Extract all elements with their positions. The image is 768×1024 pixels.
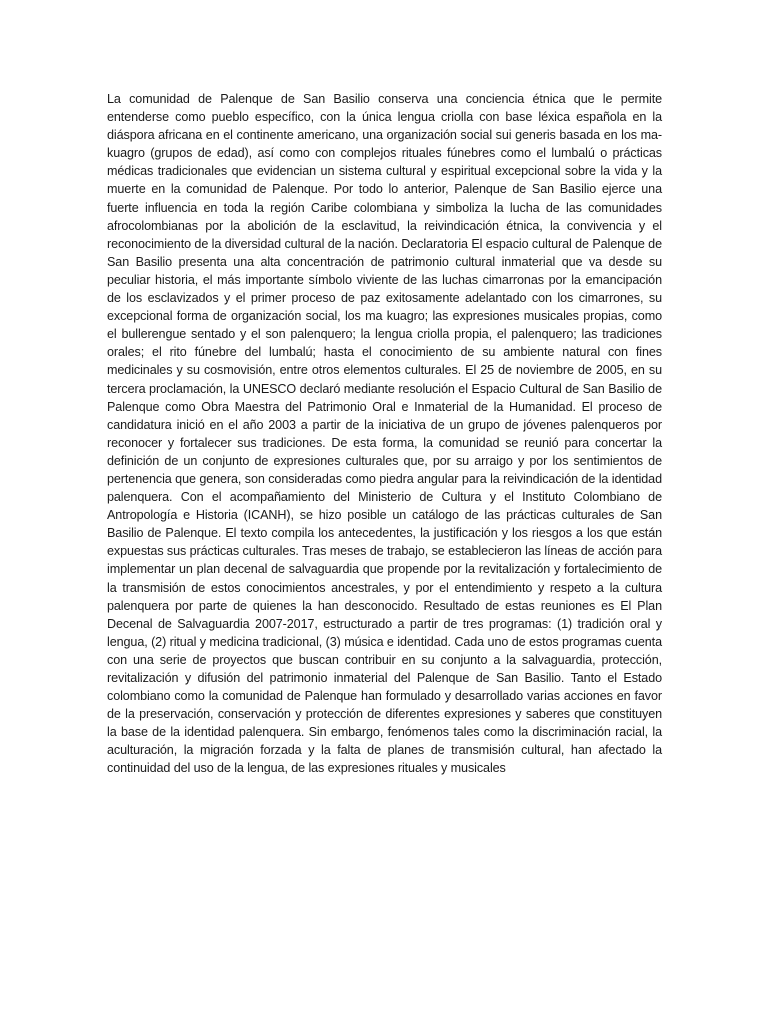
body-paragraph: La comunidad de Palenque de San Basilio conserva una conciencia étnica que le permite entenderse como pueblo específico, con la única lengua criolla con base léxica española en la diáspora africana en el continente americano, una organización social sui generis basada en los ma-kuagro (grupos de edad), así como con complejos rituales fúnebres como el lumbalú o prácticas médicas tradicionales que evidencian un sistema cultural y espiritual excepcional sobre la vida y la muerte en la comunidad de Palenque. Por todo lo anterior, Palenque de San Basilio ejerce una fuerte influencia en toda la región Caribe colombiana y simboliza la lucha de las comunidades afrocolombianas por la abolición de la esclavitud, la reivindicación étnica, la convivencia y el reconocimiento de la diversidad cultural de la nación. Declaratoria El espacio cultural de Palenque de San Basilio presenta una alta concentración de patrimonio cultural inmaterial que va desde su peculiar historia, el más importante símbolo viviente de las luchas cimarronas por la emancipación de los esclavizados y el primer proceso de paz exitosamente adelantado con los cimarrones, su excepcional forma de organización social, los ma kuagro; las expresiones musicales propias, como el bullerengue sentado y el son palenquero; la lengua criolla propia, el palenquero; las tradiciones orales; el rito fúnebre del lumbalú; hasta el conocimiento de su ambiente natural con fines medicinales y su cosmovisión, entre otros elementos culturales. El 25 de noviembre de 2005, en su tercera proclamación, la UNESCO declaró mediante resolución el Espacio Cultural de San Basilio de Palenque como Obra Maestra del Patrimonio Oral e Inmaterial de la Humanidad. El proceso de candidatura inició en el año 2003 a partir de la iniciativa de un grupo de jóvenes palenqueros por reconocer y fortalecer sus tradiciones. De esta forma, la comunidad se reunió para concertar la definición de un conjunto de expresiones culturales que, por su arraigo y por los sentimientos de pertenencia que genera, son consideradas como piedra angular para la reivindicación de la identidad palenquera. Con el acompañamiento del Ministerio de Cultura y el Instituto Colombiano de Antropología e Historia (ICANH), se hizo posible un catálogo de las prácticas culturales de San Basilio de Palenque. El texto compila los antecedentes, la justificación y los riesgos a los que están expuestas sus prácticas culturales. Tras meses de trabajo, se establecieron las líneas de acción para implementar un plan decenal de salvaguardia que propende por la revitalización y fortalecimiento de la transmisión de estos conocimientos ancestrales, y por el entendimiento y respeto a la cultura palenquera por parte de quienes la han desconocido. Resultado de estas reuniones es El Plan Decenal de Salvaguardia 2007-2017, estructurado a partir de tres programas: (1) tradición oral y lengua, (2) ritual y medicina tradicional, (3) música e identidad. Cada uno de estos programas cuenta con una serie de proyectos que buscan contribuir en su conjunto a la salvaguardia, protección, revitalización y difusión del patrimonio inmaterial del Palenque de San Basilio. Tanto el Estado colombiano como la comunidad de Palenque han formulado y desarrollado varias acciones en favor de la preservación, conservación y protección de diferentes expresiones y saberes que constituyen la base de la identidad palenquera. Sin embargo, fenómenos tales como la discriminación racial, la aculturación, la migración forzada y la falta de planes de transmisión cultural, han afectado la continuidad del uso de la lengua, de las expresiones rituales y musicales [107,92,662,776]
